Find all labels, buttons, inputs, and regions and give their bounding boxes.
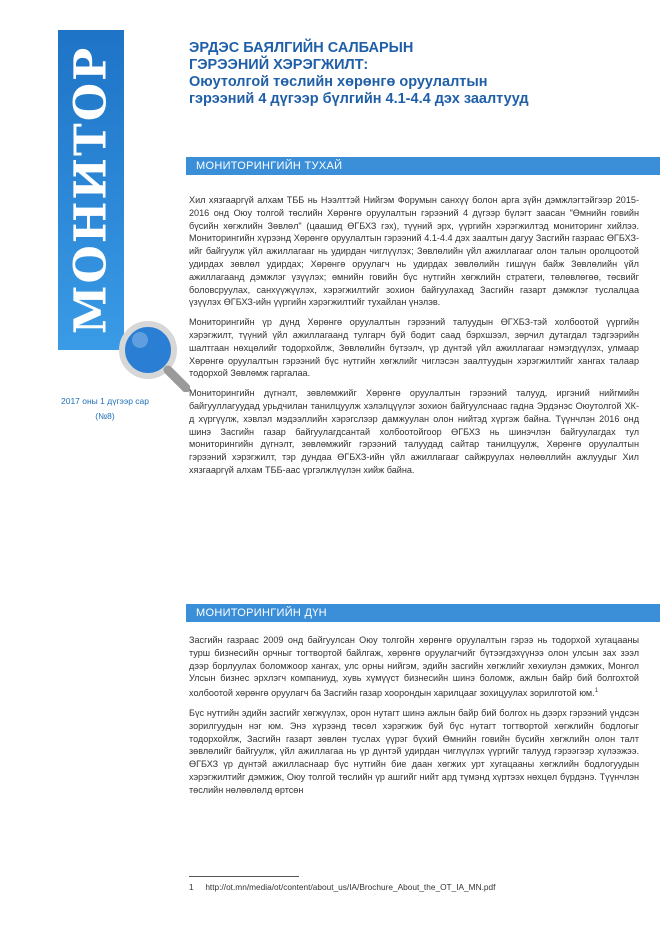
title-line-3: Оюутолгой төслийн хөрөнгө оруулалтын (189, 74, 488, 90)
section-heading-about: МОНИТОРИНГИЙН ТУХАЙ (186, 157, 660, 175)
paragraph: Мониторингийн үр дүнд Хөрөнгө оруулалтын гэрээний талуудын ӨГХБЗ-тэй холбоотой үүргийн хэрэгжилт, түүний үйл ажиллагаанд тулгарч буй бодит саад бэрхшээл, зөрчил дутагдал тэдгээрийн шалтгаан нөхцөлийг тодорхойлж, Зөвлөлийн бүтээлч, үр дүнтэй үйл ажиллагааг нэмэгдүүлэх, улмаар Хөрөнгө оруулалтын гэрээний бүс нутгийн хөгжлийг чиглэсэн заалтуудын хэрэгжилтийг хангах талаар тодорхой Зөвлөмж гаргалаа. (189, 317, 639, 379)
issue-number: (№8) (95, 411, 115, 421)
paragraph: Бүс нутгийн эдийн засгийг хөгжүүлэх, орон нутагт шинэ ажлын байр бий болгох нь дээрх гэрээний үндсэн зорилгуудын нэг юм. Энэ хүрээнд төсөл хэрэгжиж буй бүс нутагт тогтвортой хөгжлийн бодлогыг тодорхойлж, Засгийн газарт зөвлөн туслах үүрэг бүхий Өмнийн говийн бүсийн хөгжлийн олон талт зөвлөлийг байгуулж, үйл ажиллагаа нь үр дүнтэй удирдан чиглүүлэх үүргийг талууд гэрээгээр хүлээжээ. ӨГБХЗ үр дүнтэй ажилласнаар бүс нутгийн бие даан хөгжих урт хугацааны хөгжлийн бодлогуудын хэрэгжилтийг дэмжиж, Оюу толгой төслийн үр ашгийг нийт ард түмэнд хүртээх нөхцөл бүрдэнэ. Түүнчлэн төслийн нөлөөлөлд өртсөн (189, 708, 639, 795)
paragraph (189, 634, 639, 700)
footnote-divider (189, 876, 299, 877)
masthead-title: МОНИТОР (65, 45, 117, 335)
footnote-number: 1 (189, 882, 194, 892)
section-body-about (189, 194, 639, 484)
footnote-link[interactable]: http://ot.mn/media/ot/content/about_us/IA/Brochure_About_the_OT_IA_MN.pdf (205, 882, 496, 892)
section-body-results (189, 634, 639, 804)
issue-date-text: 2017 оны 1 дүгээр сар (60, 396, 150, 406)
magnifier-icon (118, 320, 190, 392)
title-line-4: гэрээний 4 дүгээр бүлгийн 4.1-4.4 дэх заалтууд (189, 91, 529, 107)
paragraph-text: Засгийн газраас 2009 онд байгуулсан Оюу толгойн хөрөнгө оруулалтын гэрээ нь тодорхой хугацааны турш бизнесийн орчныг тогтвортой байлгаж, хөрөнгө оруулагчийг бүтээгдэхүүнээ олон улсын зах зээл дээр борлуулах боломжоор хангах, улс орны нийгэм, эдийн засгийн хөгжлийг хөхиулэн дэмжих, Монгол Улсын бизнес эрхлэгч компаниуд, хувь хүмүүст бизнесийн шинэ боломж, ажлын байр бий болгохтой холбоотой хөрөнгө оруулагч ба Засгийн газар хоорондын харилцааг зохицуулах зорилготой юм. (189, 635, 639, 699)
issue-date (44, 394, 166, 424)
document-title (189, 40, 639, 108)
paragraph: Мониторингийн дүгнэлт, зөвлөмжийг Хөрөнгө оруулалтын гэрээний талууд, иргэний нийгмийн байгууллагуудад урьдчилан танилцуулж хэлэлцүүлэг зохион байгуулснаас гадна Эрдэнэс Оюутолгой ХК-д хүргүүлж, хэвлэл мэдээллийн хэрэгслээр дамжуулан олон нийтэд хүргэж байна. Түүнчлэн 2016 онд шинэ Засгийн газар байгуулагдсантай холбоотойгоор ӨГБХЗ нь шинэчлэн байгуулагдах тул мониторингийн дүгнэлт, зөвлөмжийг гэрээний талуудад сайтар танилцуулж, Хөрөнгө оруулалтын гэрээний хэрэгжилт, тэр дундаа ӨГБХЗ-ийн үйл ажиллагааг сайжруулах нөлөөллийн ажлуудыг Хил хязгааргүй алхам ТББ-аас үргэлжлүүлэн хийж байна. (189, 388, 639, 475)
footnote-marker: 1 (594, 688, 599, 695)
footnote (189, 882, 639, 892)
section-heading-results: МОНИТОРИНГИЙН ДҮН (186, 604, 660, 622)
title-line-1: ЭРДЭС БАЯЛГИЙН САЛБАРЫН (189, 40, 414, 56)
title-line-2: ГЭРЭЭНИЙ ХЭРЭГЖИЛТ: (189, 57, 369, 73)
masthead (58, 30, 124, 350)
paragraph: Хил хязгааргүй алхам ТББ нь Нээлттэй Нийгэм Форумын санхүү болон арга зүйн дэмжлэгтэйгээр 2015-2016 онд Оюу толгой төслийн Хөрөнгө оруулалтын гэрээний 4 дүгээр бүлэгт заасан "Өмнийн говийн бүсийн хөгжлийн Зөвлөл" (цаашид ӨГБХЗ гэх), түүний эрх, үүргийн хэрэгжилтэд мониторинг хийлээ. Мониторингийн хүрээнд Хөрөнгө оруулалтын гэрээний 4.1-4.4 дэх заалтын дагуу Засгийн газраас ӨГБХЗ-ийг байгуулж үйл ажиллагааг нь удирдан чиглүүлэх; Зөвлөлийн үйл ажиллагааг олон талын оролцоотой удирдах зөвлөл удирдах; Хөрөнгө оруулагч нь удирдах зөвлөлийн гишүүн байж Зөвлөлийн үйл ажиллагаанд дэмжлэг үзүүлэх; өмнийн говийн бүс нутгийн хөгжлийн стратеги, төлөвлөгөө, төсвийг боловсруулах, санхүүжүүлэх, хэрэгжилтийг зохион байгуулахад Засгийн газарт дэмжлэг туслалцаа үзүүлэх ӨГБХЗ-ийн үүргийн хэрэгжилтийг тухайлан үнэлэв. (189, 195, 639, 308)
